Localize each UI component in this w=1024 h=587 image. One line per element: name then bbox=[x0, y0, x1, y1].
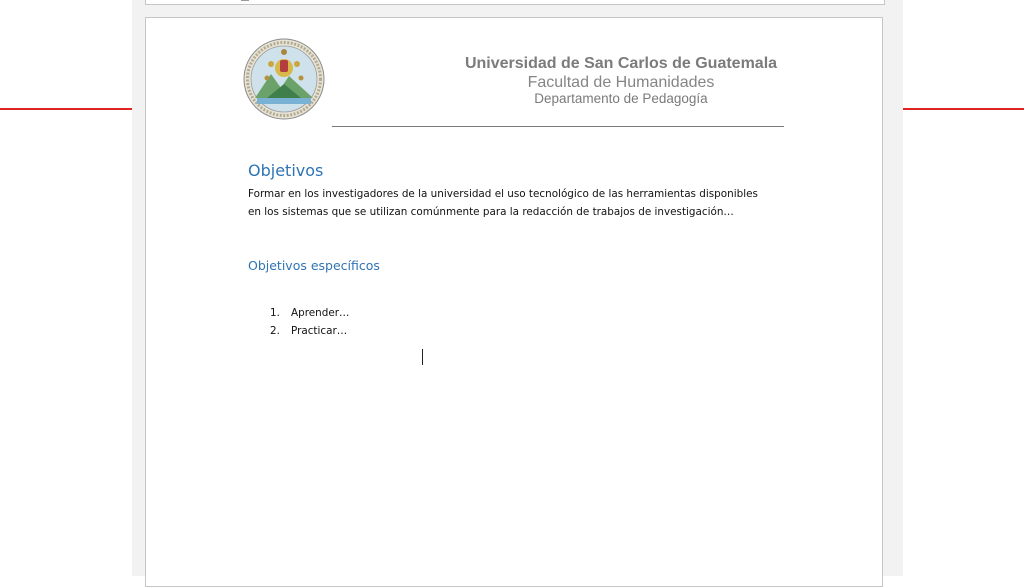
paragraph-line: en los sistemas que se utilizan comúnmente para la redacción de trabajos de investigación… bbox=[248, 206, 734, 218]
objectives-paragraph[interactable] bbox=[248, 185, 808, 221]
heading-objetivos-especificos[interactable]: Objetivos específicos bbox=[248, 258, 380, 273]
text-cursor bbox=[422, 349, 423, 365]
list-item-text: Aprender… bbox=[291, 307, 350, 319]
previous-page[interactable] bbox=[145, 0, 885, 5]
university-seal-icon bbox=[243, 38, 325, 120]
margin-guide-right bbox=[903, 108, 1024, 110]
heading-objetivos[interactable]: Objetivos bbox=[248, 161, 324, 180]
list-item bbox=[270, 304, 349, 322]
university-name: Universidad de San Carlos de Guatemala bbox=[464, 55, 778, 72]
margin-guide-left bbox=[0, 108, 132, 110]
faculty-name: Facultad de Humanidades bbox=[527, 74, 715, 91]
numbered-list[interactable] bbox=[270, 304, 349, 340]
document-page[interactable] bbox=[145, 17, 883, 587]
list-item-number: 2. bbox=[270, 325, 280, 337]
header-divider bbox=[332, 126, 784, 127]
list-item-text: Practicar… bbox=[291, 325, 348, 337]
department-name: Departamento de Pedagogía bbox=[534, 91, 708, 106]
previous-page-cursor-mark bbox=[241, 0, 249, 1]
paragraph-line: Formar en los investigadores de la universidad el uso tecnológico de las herramientas disponibles bbox=[248, 188, 758, 200]
document-header bbox=[446, 56, 796, 106]
list-item bbox=[270, 322, 349, 340]
list-item-number: 1. bbox=[270, 307, 280, 319]
